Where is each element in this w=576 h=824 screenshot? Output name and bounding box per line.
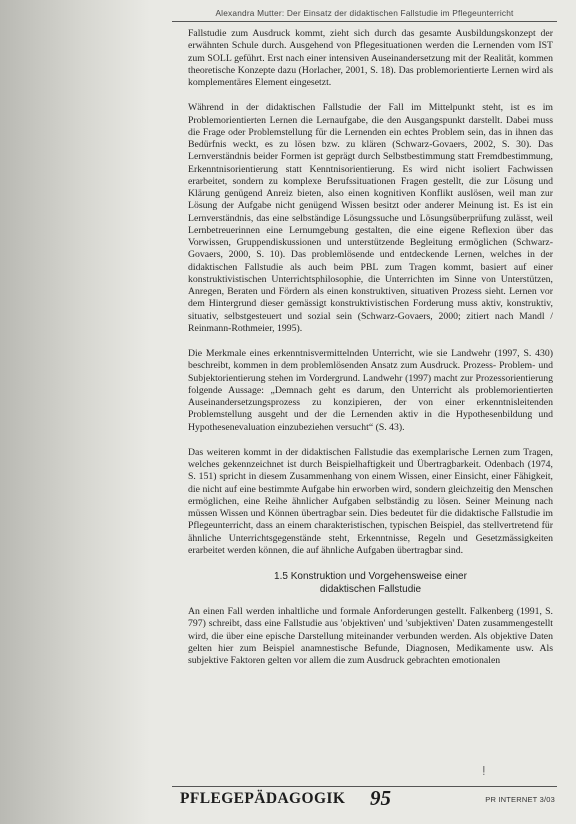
pen-mark-icon: ⵑ xyxy=(482,764,486,778)
section-heading xyxy=(188,570,553,596)
article-text-column xyxy=(188,28,553,680)
paragraph-4: Das weiteren kommt in der didaktischen Fallstudie das exemplarische Lernen zum Tragen, welches gekennzeichnet ist durch Beispielhaftigkeit und Übertragbarkeit. Odenbach (1974, S. 151) spricht in diesem Zusammenhang von einem Wissen, einer Einsicht, einer Fähigkeit, die nicht auf eine bestimmte Aufgabe hin erworben wird, sondern gleichzeitig den Menschen ermöglichen, eine Reihe ähnlicher Aufgaben selbständig zu lösen. Seiner Meinung nach müssen Wissen und Können übertragbar sein. Dies bedeutet für die didaktische Fallstudie im Pflegeunterricht, dass an einem charakteristischen, typischen Beispiel, das stellvertretend für ähnliche Unterrichtsgegenstände steht, Erkenntnisse, Regeln und Gesetzmässigkeiten erarbeitet werden können, die auf ähnliche Aufgaben übertragbar sind. xyxy=(188,446,553,556)
journal-title: PFLEGEPÄDAGOGIK xyxy=(180,790,346,807)
issue-label: PR INTERNET 3/03 xyxy=(485,795,555,804)
paragraph-2: Während in der didaktischen Fallstudie der Fall im Mittelpunkt steht, ist es im Problemorientierten Lernen die Lernaufgabe, die den Ausgangspunkt darstellt. Dabei muss die Frage oder Problemstellung für die Lernenden ein echtes Problem sein, das in ihnen das Bedürfnis weckt, es zu lösen bzw. zu klären (Schwarz-Govaers, 2002, S. 30). Das Lernverständnis beider Formen ist geprägt durch Selbstbestimmung statt Fremdbestimmung, Erkenntnisorientierung statt Kenntnisorientierung. Es wird nicht isoliert Fachwissen erarbeitet, sondern zu komplexe Berufssituationen Fragen gestellt, die zur Lösung und Klärung genügend Anreiz bieten, also einen kognitiven Konflikt auslösen, weil man zur Lösung der Aufgabe nicht genügend Wissen besitzt oder anderer Meinung ist. Es ist ein Lernverständnis, das eine selbständige Lösungssuche und Lösungsüberprüfung zulässt, weil Lernbetreuerinnen eine Lernumgebung gestalten, die eine eigene Reflexion über das Vorwissen, Gruppendiskussionen und unterstützende Begleitung ermöglichen (Schwarz-Govaers, 2000, S. 10). Das problemlösende und entdeckende Lernen, welches in der didaktischen Fallstudie als auch beim PBL zum Tragen kommt, basiert auf einer konstruktivistischen Unterrichtsphilosophie, die Unterrichten im Sinne von Unterstützen, Anregen, Beraten und Fördern als einen konstruktiven, situativen Prozess sieht. Lernen vor dem Hintergrund dieser gemässigt konstruktivistischen Forderung muss aktiv, konstruktiv, situativ, selbstgesteuert und sozial sein (Schwarz-Govaers, 2000; zitiert nach Mandl / Reinmann-Rothmeier, 1995). xyxy=(188,102,553,334)
footer-rule xyxy=(172,786,557,787)
paragraph-5: An einen Fall werden inhaltliche und formale Anforderungen gestellt. Falkenberg (1991, S. 797) schreibt, dass eine Fallstudie aus 'objektiven' und 'subjektiven' Daten zusammengestellt wird, die über eine epische Darstellung miteinander verbunden werden. Als objektive Daten gelten hier zum Beispiel anamnestische Befunde, Diagnosen, Medikamente usw. Als subjektive Faktoren gelten vor allem die zum Ausdruck gebrachten emotionalen xyxy=(188,606,553,666)
scan-edge-shadow xyxy=(0,0,150,824)
footer xyxy=(172,788,557,812)
running-header: Alexandra Mutter: Der Einsatz der didaktischen Fallstudie im Pflegeunterricht xyxy=(172,5,557,22)
paragraph-3: Die Merkmale eines erkenntnisvermittelnden Unterricht, wie sie Landwehr (1997, S. 430) beschreibt, kommen in dem problemlösenden Ansatz zum Ausdruck. Prozess- Problem- und Subjektorientierung stehen im Vordergrund. Landwehr (1997) macht zur Prozessorientierung folgende Aussage: „Demnach geht es darum, den Unterricht als problemorientierten Auseinandersetzungsprozess zu konzipieren, der von einer erkenntnisleitenden Problemstellung ausgeht und der die Lernenden aktiv in die Hypothesenbildung und Hypothesenevaluation einzubeziehen versucht“ (S. 43). xyxy=(188,348,553,433)
paragraph-1: Fallstudie zum Ausdruck kommt, zieht sich durch das gesamte Ausbildungskonzept der erwähnten Schule durch. Ausgehend von Pflegesituationen werden die Lernenden vom IST zum SOLL geführt. Erst nach einer intensiven Auseinandersetzung mit der Realität, kommen theoretische Konzepte dazu (Horlacher, 2001, S. 18). Das problemorientierte Lernen wird als komplementäres Element eingesetzt. xyxy=(188,28,553,88)
section-heading-line-1: 1.5 Konstruktion und Vorgehensweise einer xyxy=(274,571,467,582)
section-heading-line-2: didaktischen Fallstudie xyxy=(319,584,422,595)
page-number: 95 xyxy=(370,786,391,810)
